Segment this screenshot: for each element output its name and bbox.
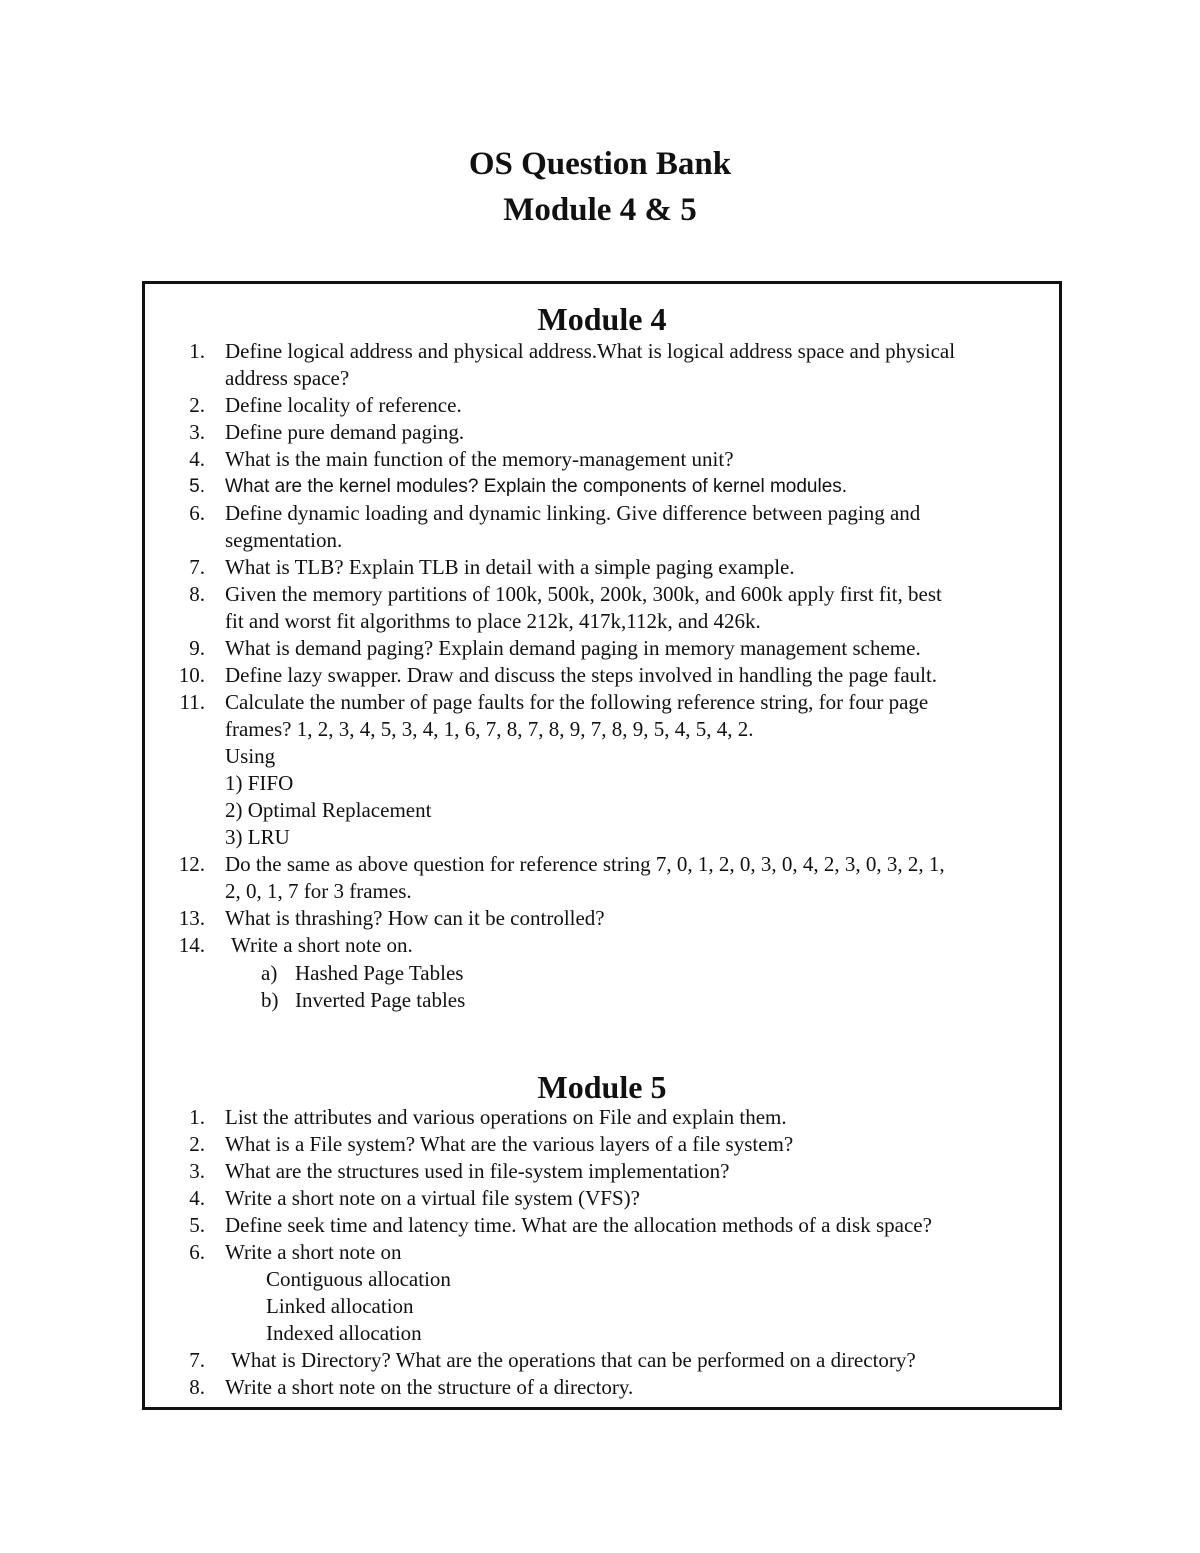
question-text: address space? xyxy=(225,366,350,390)
sub-item-text: Linked allocation xyxy=(266,1294,414,1318)
question-number: 2. xyxy=(189,1132,205,1156)
question-number: 6. xyxy=(189,501,205,525)
question-text: What is the main function of the memory-management unit? xyxy=(225,447,734,471)
question-text: What is Directory? What are the operations that can be performed on a directory? xyxy=(231,1348,916,1372)
sub-item-text: Hashed Page Tables xyxy=(295,961,464,985)
question-text: What is demand paging? Explain demand paging in memory management scheme. xyxy=(225,636,921,660)
question-text: What are the kernel modules? Explain the components of kernel modules. xyxy=(225,476,848,497)
question-number: 2. xyxy=(189,393,205,417)
question-text: frames? 1, 2, 3, 4, 5, 3, 4, 1, 6, 7, 8, 7, 8, 9, 7, 8, 9, 5, 4, 5, 4, 2. xyxy=(225,717,754,741)
question-number: 12. xyxy=(178,852,205,876)
question-text: What is a File system? What are the various layers of a file system? xyxy=(225,1132,794,1156)
question-box xyxy=(142,281,1062,1410)
question-number: 8. xyxy=(189,1375,205,1399)
question-number: 10. xyxy=(178,663,205,687)
question-number: 7. xyxy=(189,1348,205,1372)
question-text: Write a short note on xyxy=(225,1240,402,1264)
question-text: Define pure demand paging. xyxy=(225,420,465,444)
question-number: 4. xyxy=(189,447,205,471)
question-number: 4. xyxy=(189,1186,205,1210)
question-text: What is thrashing? How can it be controlled? xyxy=(225,906,605,930)
question-text: Define lazy swapper. Draw and discuss the steps involved in handling the page fault. xyxy=(225,663,938,687)
question-number: 3. xyxy=(189,1159,205,1183)
module-4-heading: Module 4 xyxy=(537,301,667,337)
question-number: 8. xyxy=(189,582,205,606)
question-subitem: 3) LRU xyxy=(225,825,290,849)
question-number: 5. xyxy=(189,476,205,497)
question-text: Define dynamic loading and dynamic linking. Give difference between paging and xyxy=(225,501,921,525)
question-text: Define seek time and latency time. What are the allocation methods of a disk space? xyxy=(225,1213,932,1237)
question-number: 13. xyxy=(178,906,205,930)
question-text: Define logical address and physical address.What is logical address space and physical xyxy=(225,339,956,363)
question-number: 5. xyxy=(189,1213,205,1237)
question-number: 14. xyxy=(178,933,205,957)
question-number: 3. xyxy=(189,420,205,444)
sub-item-text: Indexed allocation xyxy=(266,1321,422,1345)
question-text: List the attributes and various operations on File and explain them. xyxy=(225,1105,787,1129)
module-5-heading: Module 5 xyxy=(537,1069,667,1105)
question-text: Calculate the number of page faults for the following reference string, for four page xyxy=(225,690,929,714)
sub-item-label: a) xyxy=(261,961,278,985)
question-number: 1. xyxy=(189,1105,205,1129)
question-number: 7. xyxy=(189,555,205,579)
question-subitem: 2) Optimal Replacement xyxy=(225,798,432,822)
question-number: 11. xyxy=(179,690,205,714)
sub-item-text: Inverted Page tables xyxy=(295,988,466,1012)
question-text: Using xyxy=(225,744,276,768)
question-text: fit and worst fit algorithms to place 212k, 417k,112k, and 426k. xyxy=(225,609,761,633)
question-text: Define locality of reference. xyxy=(225,393,462,417)
document-title: OS Question Bank xyxy=(468,146,732,182)
question-text: Write a short note on. xyxy=(231,933,413,957)
document-subtitle: Module 4 & 5 xyxy=(503,192,697,228)
question-text: Do the same as above question for reference string 7, 0, 1, 2, 0, 3, 0, 4, 2, 3, 0, 3, 2, 1, xyxy=(225,852,945,876)
question-number: 6. xyxy=(189,1240,205,1264)
question-text: 2, 0, 1, 7 for 3 frames. xyxy=(225,879,412,903)
question-text: What are the structures used in file-system implementation? xyxy=(225,1159,730,1183)
question-text: What is TLB? Explain TLB in detail with a simple paging example. xyxy=(225,555,795,579)
sub-item-label: b) xyxy=(261,988,279,1012)
question-number: 9. xyxy=(189,636,205,660)
question-text: Write a short note on the structure of a directory. xyxy=(225,1375,634,1399)
question-number: 1. xyxy=(189,339,205,363)
sub-item-text: Contiguous allocation xyxy=(266,1267,451,1291)
question-text: Write a short note on a virtual file system (VFS)? xyxy=(225,1186,640,1210)
question-text: segmentation. xyxy=(225,528,343,552)
question-text: Given the memory partitions of 100k, 500k, 200k, 300k, and 600k apply first fit, best xyxy=(225,582,942,606)
question-subitem: 1) FIFO xyxy=(225,771,294,795)
